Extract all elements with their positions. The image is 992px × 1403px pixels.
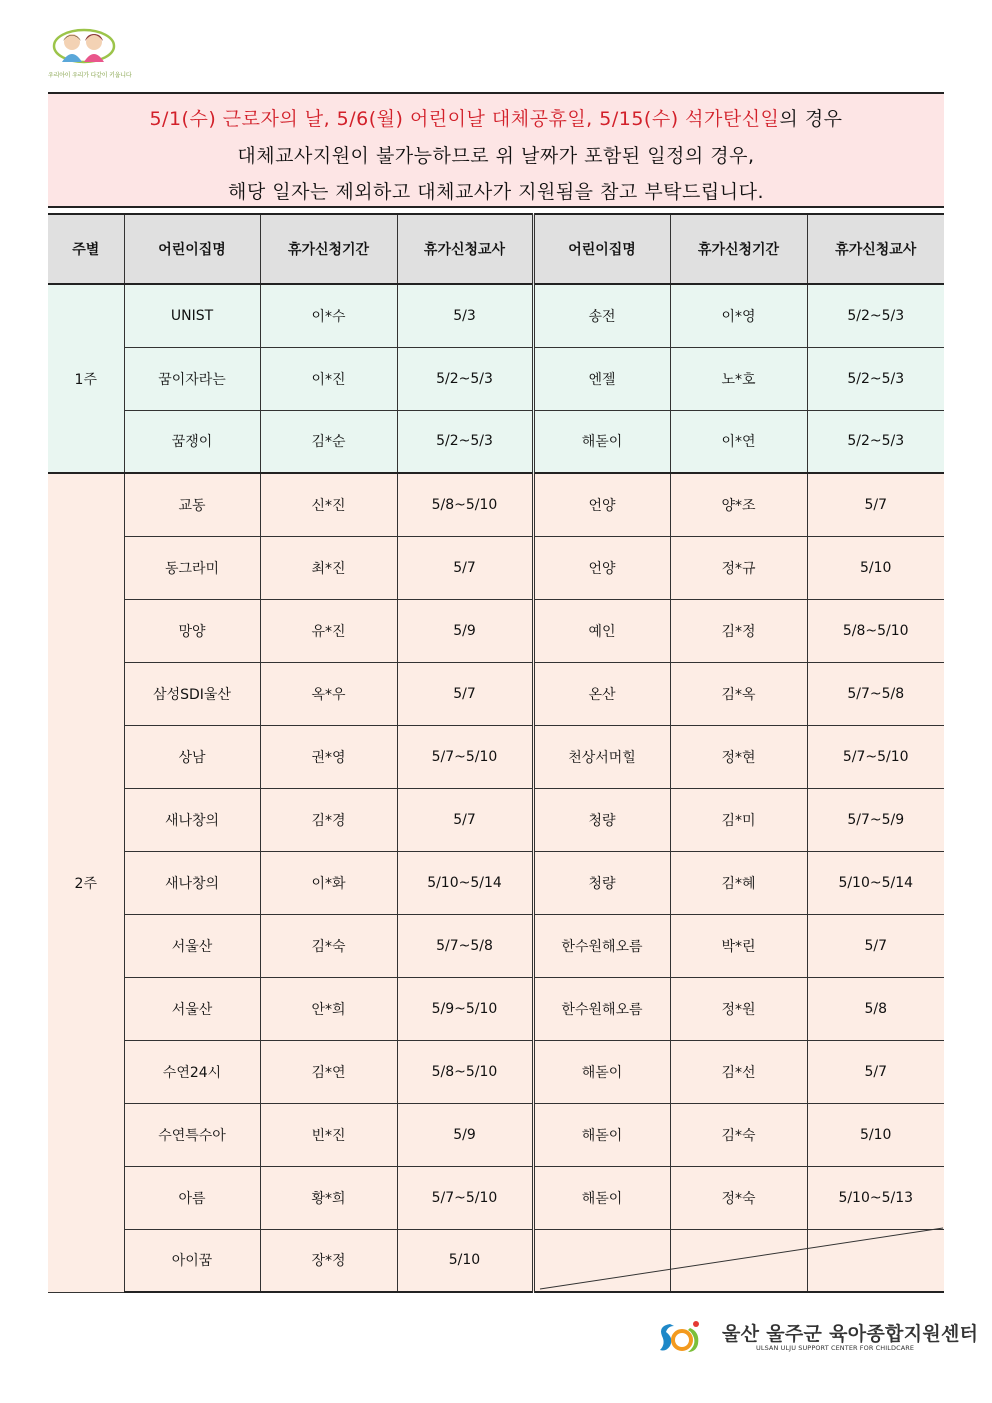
table-row [48,977,944,1040]
header-teacher-2: 휴가신청교사 [807,214,944,284]
daycare-name-cell: 새나창의 [124,851,260,914]
leave-period-cell: 권*영 [260,725,397,788]
teacher-2-cell: 5/7~5/8 [807,662,944,725]
daycare-name-2-cell: 온산 [533,662,670,725]
daycare-name-cell: 꿈이자라는 [124,347,260,410]
table-row [48,725,944,788]
teacher-cell: 5/10 [397,1229,533,1292]
header-leave-period: 휴가신청기간 [260,214,397,284]
leave-period-2-cell: 이*연 [670,410,807,473]
daycare-name-2-cell: 해돋이 [533,1040,670,1103]
leave-period-cell: 최*진 [260,536,397,599]
leave-period-2-cell: 정*현 [670,725,807,788]
daycare-name-2-cell: 한수원해오름 [533,977,670,1040]
daycare-name-cell: 수연24시 [124,1040,260,1103]
daycare-name-cell: 교동 [124,473,260,536]
leave-period-cell: 김*연 [260,1040,397,1103]
header-leave-period-2: 휴가신청기간 [670,214,807,284]
slogan-text: 우리아이 우리가 다같이 키웁니다 [48,72,132,79]
daycare-name-2-cell: 엔젤 [533,347,670,410]
teacher-2-cell: 5/8 [807,977,944,1040]
leave-period-2-cell: 양*조 [670,473,807,536]
leave-period-2-cell: 정*원 [670,977,807,1040]
teacher-2-cell: 5/10~5/14 [807,851,944,914]
teacher-cell: 5/8~5/10 [397,473,533,536]
leave-period-2-cell: 김*옥 [670,662,807,725]
leave-period-2-cell: 김*숙 [670,1103,807,1166]
teacher-2-cell: 5/2~5/3 [807,347,944,410]
teacher-cell: 5/7 [397,536,533,599]
leave-period-cell: 김*경 [260,788,397,851]
daycare-name-cell: UNIST [124,284,260,347]
week-label: 2주 [48,473,124,1292]
teacher-cell: 5/2~5/3 [397,410,533,473]
daycare-name-2-cell: 송전 [533,284,670,347]
teacher-2-cell: 5/10~5/13 [807,1166,944,1229]
holiday-notice [48,92,944,208]
table-row [48,1040,944,1103]
teacher-2-cell: 5/7~5/9 [807,788,944,851]
teacher-2-cell: 5/8~5/10 [807,599,944,662]
table-row [48,1229,944,1292]
leave-period-2-cell: 노*호 [670,347,807,410]
teacher-cell: 5/10~5/14 [397,851,533,914]
teacher-2-cell [807,1229,944,1292]
daycare-name-2-cell: 한수원해오름 [533,914,670,977]
teacher-cell: 5/7~5/10 [397,1166,533,1229]
teacher-2-cell: 5/10 [807,536,944,599]
table-header-row [48,214,944,284]
table-row [48,410,944,473]
teacher-cell: 5/3 [397,284,533,347]
daycare-name-cell: 망양 [124,599,260,662]
header-daycare-name: 어린이집명 [124,214,260,284]
header-teacher: 휴가신청교사 [397,214,533,284]
daycare-name-2-cell: 청량 [533,788,670,851]
leave-period-cell: 장*정 [260,1229,397,1292]
header-daycare-name-2: 어린이집명 [533,214,670,284]
leave-period-2-cell: 김*선 [670,1040,807,1103]
footer-logo-icon [656,1318,704,1358]
notice-holidays: 5/1(수) 근로자의 날, 5/6(월) 어린이날 대체공휴일, 5/15(수) 석가탄신일 [149,108,780,130]
table-row [48,473,944,536]
leave-period-2-cell: 정*숙 [670,1166,807,1229]
leave-period-cell: 김*순 [260,410,397,473]
week-2-group [48,473,944,1292]
teacher-cell: 5/8~5/10 [397,1040,533,1103]
week-label: 1주 [48,284,124,473]
table-row [48,914,944,977]
daycare-name-cell: 꿈쟁이 [124,410,260,473]
teacher-2-cell: 5/7 [807,1040,944,1103]
teacher-2-cell: 5/2~5/3 [807,410,944,473]
table-row [48,788,944,851]
notice-line-1 [48,104,944,131]
teacher-cell: 5/9~5/10 [397,977,533,1040]
daycare-name-cell: 서울산 [124,914,260,977]
leave-period-2-cell: 정*규 [670,536,807,599]
footer-org-name-en: ULSAN ULJU SUPPORT CENTER FOR CHILDCARE [756,1344,915,1352]
leave-period-cell: 옥*우 [260,662,397,725]
daycare-name-cell: 수연특수아 [124,1103,260,1166]
notice-line-3: 해당 일자는 제외하고 대체교사가 지원됨을 참고 부탁드립니다. [228,181,764,203]
teacher-cell: 5/9 [397,1103,533,1166]
leave-period-2-cell: 김*혜 [670,851,807,914]
leave-period-cell: 유*진 [260,599,397,662]
teacher-2-cell: 5/7 [807,473,944,536]
week-1-group [48,284,944,473]
leave-period-cell: 안*희 [260,977,397,1040]
leave-period-2-cell: 김*미 [670,788,807,851]
daycare-name-2-cell: 해돋이 [533,1103,670,1166]
leave-period-2-cell: 이*영 [670,284,807,347]
leave-period-2-cell: 박*린 [670,914,807,977]
table-row [48,662,944,725]
table-row [48,536,944,599]
daycare-name-cell: 동그라미 [124,536,260,599]
teacher-cell: 5/7 [397,662,533,725]
table-row [48,599,944,662]
daycare-name-2-cell: 해돋이 [533,1166,670,1229]
leave-period-2-cell: 김*정 [670,599,807,662]
leave-period-cell: 신*진 [260,473,397,536]
teacher-cell: 5/9 [397,599,533,662]
daycare-name-2-cell: 언양 [533,536,670,599]
table-row [48,347,944,410]
teacher-cell: 5/7 [397,788,533,851]
teacher-2-cell: 5/7 [807,914,944,977]
daycare-name-cell: 아이꿈 [124,1229,260,1292]
teacher-cell: 5/2~5/3 [397,347,533,410]
leave-period-cell: 황*희 [260,1166,397,1229]
teacher-cell: 5/7~5/10 [397,725,533,788]
leave-period-cell: 이*수 [260,284,397,347]
leave-period-cell: 이*진 [260,347,397,410]
daycare-name-2-cell: 예인 [533,599,670,662]
notice-line1-rest: 의 경우 [779,108,843,130]
daycare-name-cell: 서울산 [124,977,260,1040]
daycare-name-cell: 상남 [124,725,260,788]
substitute-teacher-schedule-table [48,213,944,1293]
header-week: 주별 [48,214,124,284]
daycare-name-cell: 삼성SDI울산 [124,662,260,725]
daycare-name-2-cell: 천상서머힐 [533,725,670,788]
daycare-name-cell: 새나창의 [124,788,260,851]
teacher-2-cell: 5/2~5/3 [807,284,944,347]
teacher-cell: 5/7~5/8 [397,914,533,977]
daycare-name-2-cell: 해돋이 [533,410,670,473]
leave-period-2-cell [670,1229,807,1292]
leave-period-cell: 이*화 [260,851,397,914]
daycare-name-2-cell: 언양 [533,473,670,536]
table-row [48,284,944,347]
teacher-2-cell: 5/7~5/10 [807,725,944,788]
table-row [48,1103,944,1166]
table-row [48,1166,944,1229]
daycare-name-2-cell: 청량 [533,851,670,914]
daycare-name-cell: 아름 [124,1166,260,1229]
footer-org-name: 울산 울주군 육아종합지원센터 [722,1323,979,1345]
teacher-2-cell: 5/10 [807,1103,944,1166]
notice-line-2: 대체교사지원이 불가능하므로 위 날짜가 포함된 일정의 경우, [237,145,755,167]
leave-period-cell: 빈*진 [260,1103,397,1166]
leave-period-cell: 김*숙 [260,914,397,977]
daycare-name-2-cell [533,1229,670,1292]
table-row [48,851,944,914]
